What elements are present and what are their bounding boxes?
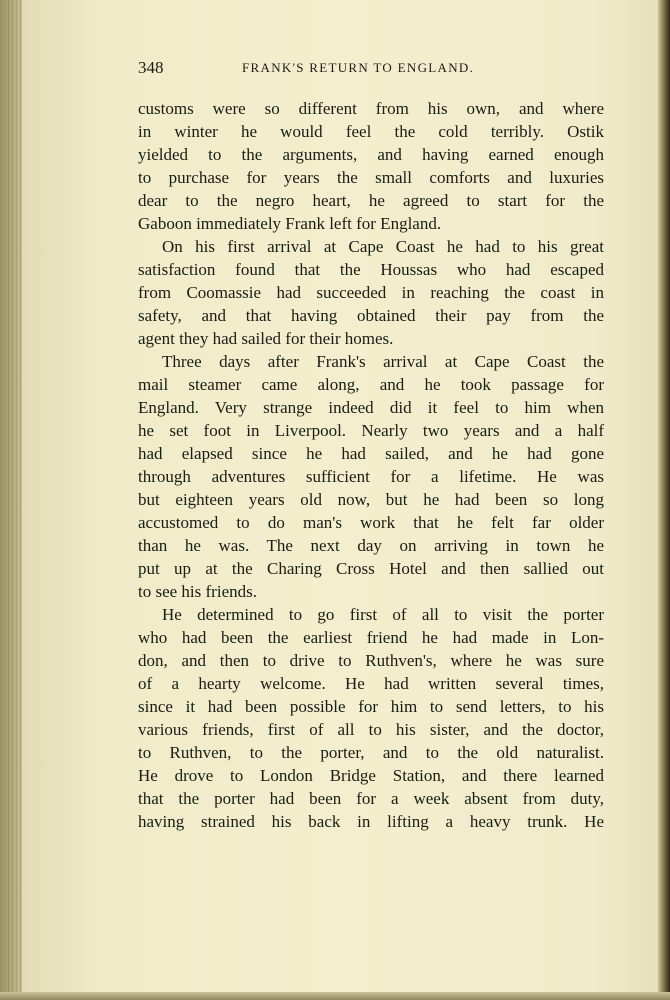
text-line: to purchase for years the small comforts and luxuries [138, 168, 604, 187]
page-number: 348 [138, 58, 164, 77]
text-line: England. Very strange indeed did it feel to him when [138, 398, 604, 417]
text-line: to Ruthven, to the porter, and to the old naturalist. [138, 743, 604, 762]
page-header [138, 58, 606, 84]
text-line: but eighteen years old now, but he had been so long [138, 490, 604, 509]
text-line: mail steamer came along, and he took passage for [138, 375, 604, 394]
text-line: of a hearty welcome. He had written several times, [138, 674, 604, 693]
text-line: He drove to London Bridge Station, and there learned [138, 766, 604, 785]
text-line: dear to the negro heart, he agreed to start for the [138, 191, 604, 210]
page-right-edge-shadow [658, 0, 670, 1000]
text-line: who had been the earliest friend he had made in Lon- [138, 628, 604, 647]
text-line: than he was. The next day on arriving in town he [138, 536, 604, 555]
text-line: he set foot in Liverpool. Nearly two years and a half [138, 421, 604, 440]
text-line: customs were so different from his own, and where [138, 99, 604, 118]
text-line: had elapsed since he had sailed, and he had gone [138, 444, 604, 463]
text-line: agent they had sailed for their homes. [138, 329, 394, 348]
text-line: to see his friends. [138, 582, 257, 601]
text-line: don, and then to drive to Ruthven's, where he was sure [138, 651, 604, 670]
text-line: from Coomassie had succeeded in reaching the coast in [138, 283, 604, 302]
text-line: Gaboon immediately Frank left for England. [138, 214, 442, 233]
text-line: put up at the Charing Cross Hotel and then sallied out [138, 559, 604, 578]
text-line: various friends, first of all to his sister, and the doctor, [138, 720, 604, 739]
text-line: having strained his back in lifting a heavy trunk. He [138, 812, 604, 831]
page-bottom-edge [0, 992, 670, 1000]
text-line: Three days after Frank's arrival at Cape Coast the [162, 352, 604, 371]
text-line: that the porter had been for a week absent from duty, [138, 789, 604, 808]
text-line: safety, and that having obtained their pay from the [138, 306, 604, 325]
text-line: through adventures sufficient for a lifetime. He was [138, 467, 604, 486]
text-line: accustomed to do man's work that he felt far older [138, 513, 604, 532]
text-line: On his first arrival at Cape Coast he had to his great [162, 237, 604, 256]
body-text [138, 97, 604, 833]
text-line: yielded to the arguments, and having earned enough [138, 145, 604, 164]
text-line: since it had been possible for him to send letters, to his [138, 697, 604, 716]
text-line: He determined to go first of all to visit the porter [162, 605, 604, 624]
text-line: in winter he would feel the cold terribly. Ostik [138, 122, 604, 141]
text-line: satisfaction found that the Houssas who had escaped [138, 260, 604, 279]
running-head: FRANK'S RETURN TO ENGLAND. [242, 60, 475, 75]
